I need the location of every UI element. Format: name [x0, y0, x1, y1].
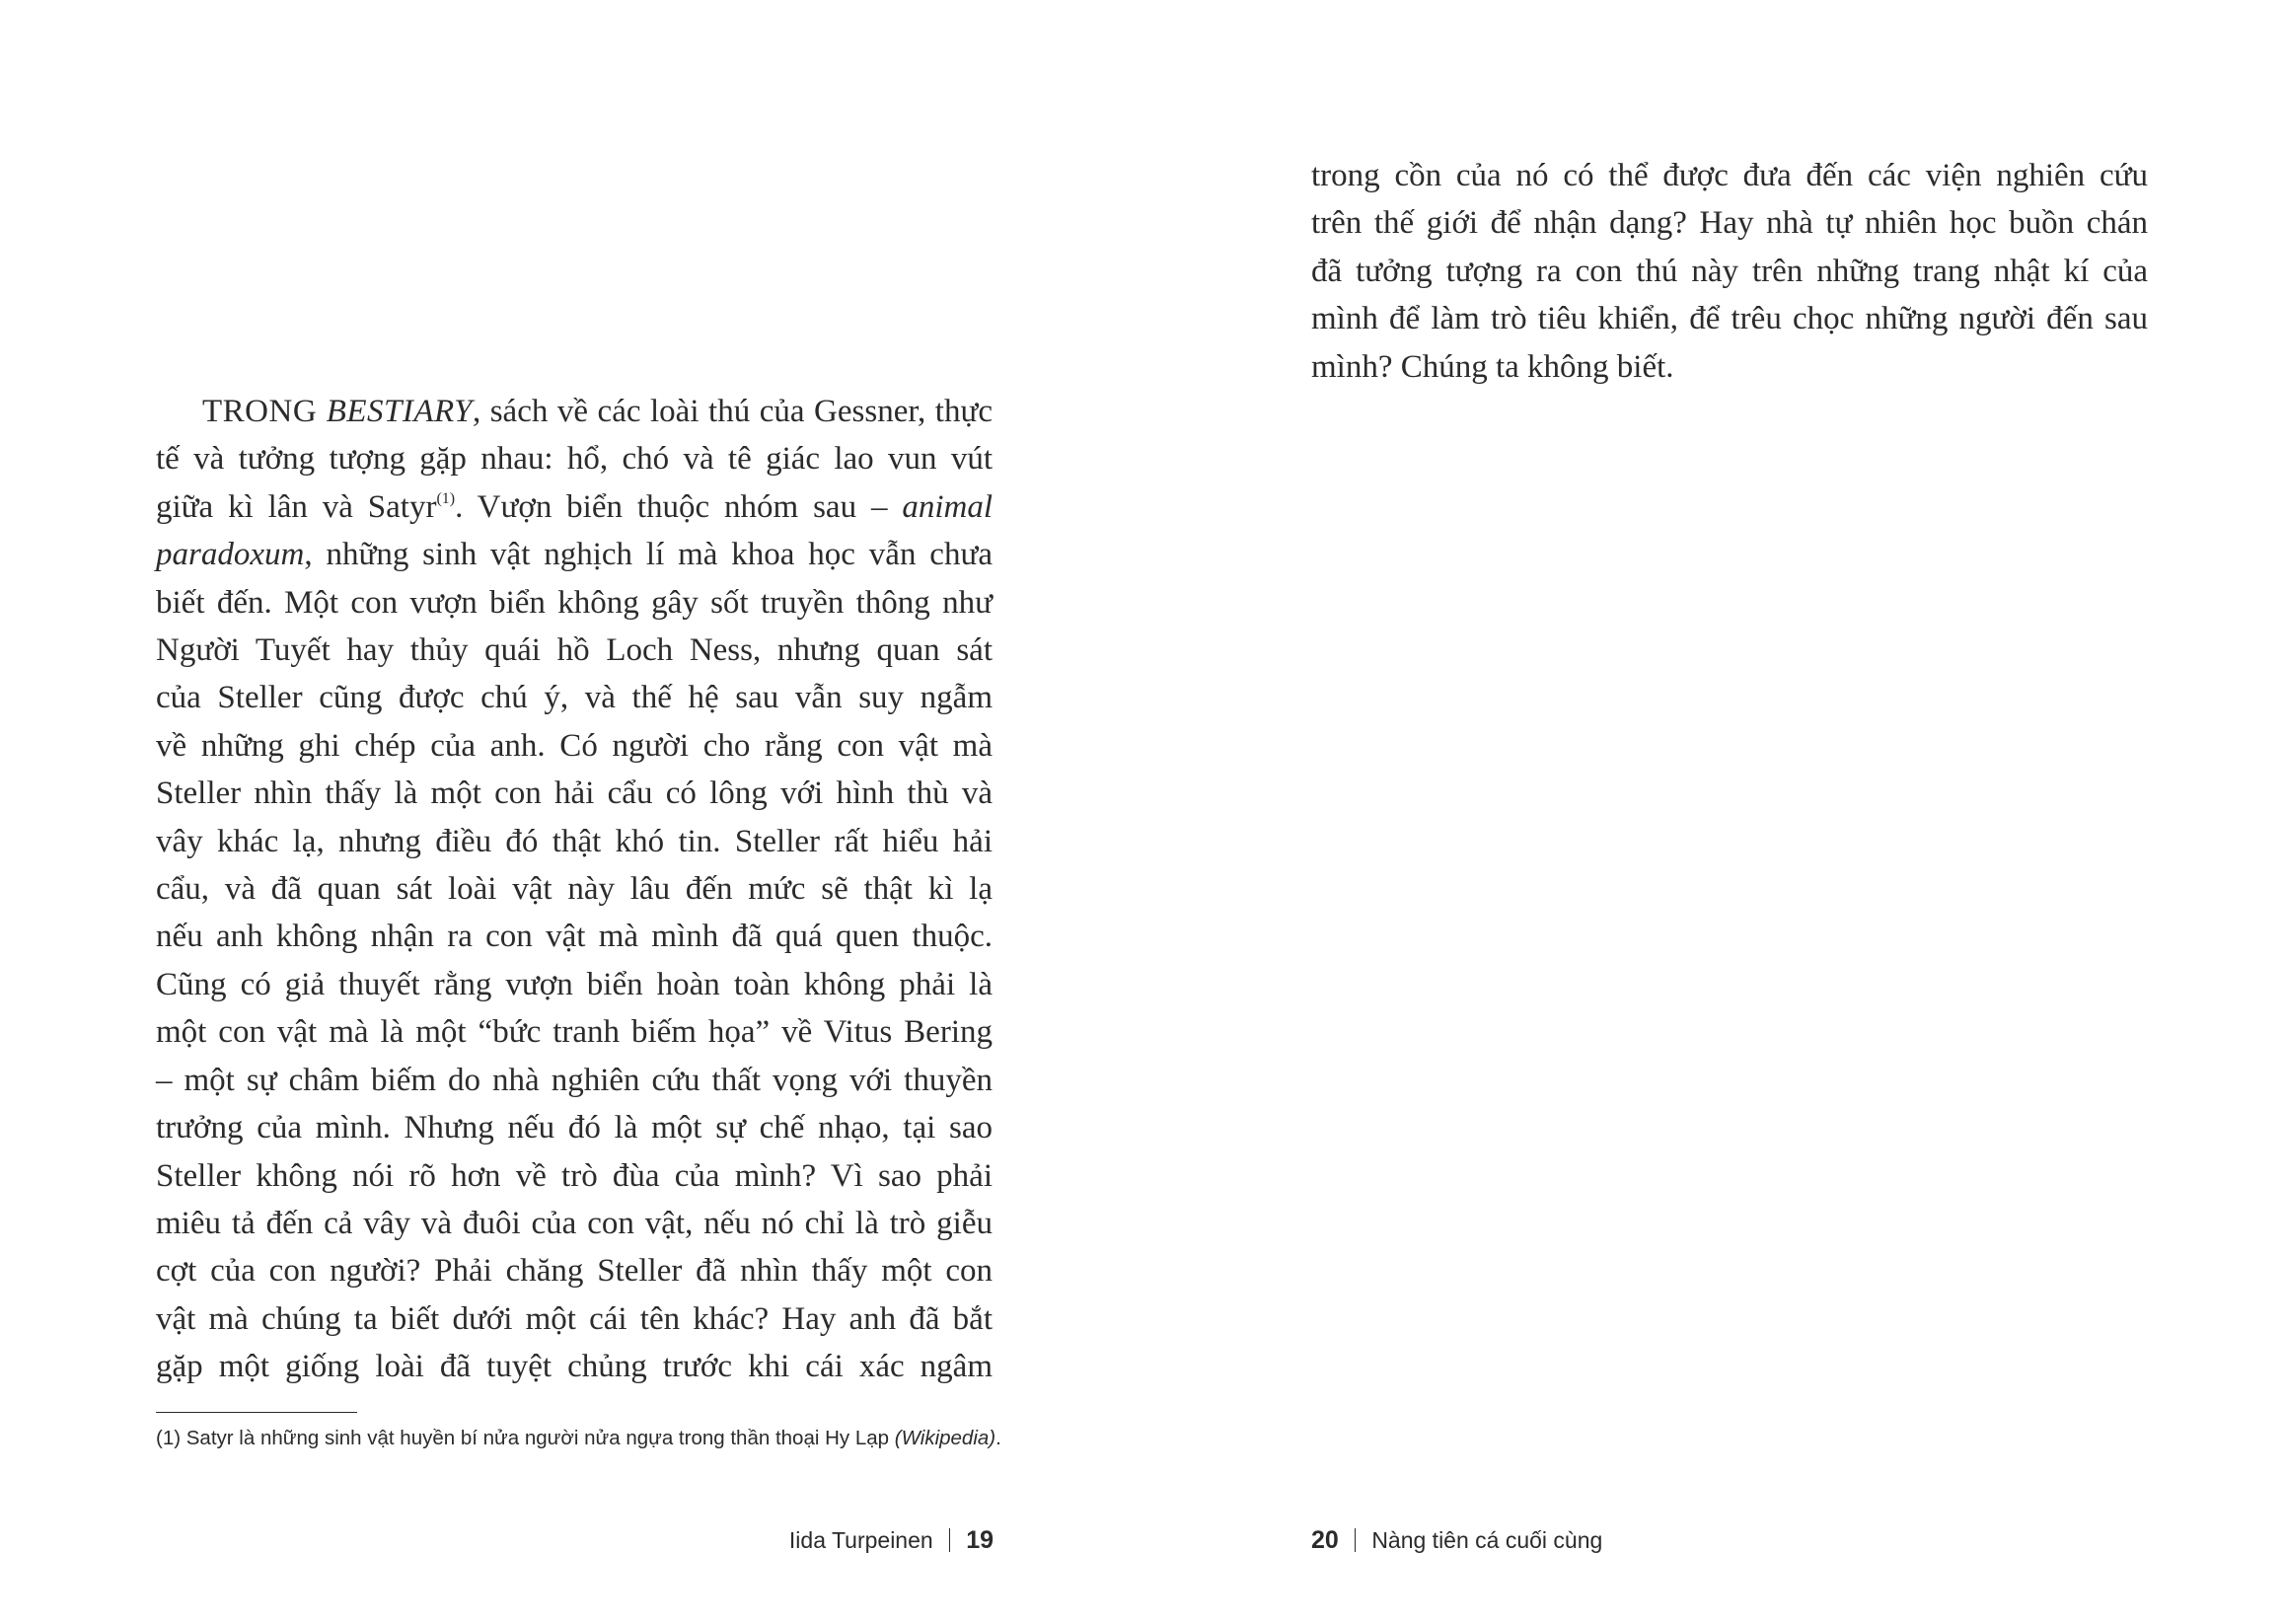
book-title: Nàng tiên cá cuối cùng: [1371, 1527, 1603, 1553]
text-line: – một sự châm biếm do nhà nghiên cứu thất vọng với thuyền: [156, 1062, 993, 1098]
page-number: 19: [966, 1526, 994, 1554]
footer-separator: [1355, 1528, 1357, 1552]
text-line: Cũng có giả thuyết rằng vượn biển hoàn toàn không phải là: [156, 966, 993, 1002]
text-line: mình để làm trò tiêu khiển, để trêu chọc những người đến sau: [1311, 301, 2148, 337]
text-line: paradoxum, những sinh vật nghịch lí mà khoa học vẫn chưa: [156, 537, 993, 573]
text-line: TRONG BESTIARY, sách về các loài thú của Gessner, thực: [202, 394, 993, 429]
author-name: Iida Turpeinen: [788, 1527, 933, 1553]
left-page-paragraph: [156, 388, 993, 1391]
text-line: mình? Chúng ta không biết.: [1311, 348, 1674, 385]
text-line: đã tưởng tượng ra con thú này trên những trang nhật kí của: [1311, 253, 2148, 289]
right-page-paragraph: [1311, 152, 2148, 391]
footer-separator: [949, 1528, 951, 1552]
footnote: (1) Satyr là những sinh vật huyền bí nửa người nửa ngựa trong thần thoại Hy Lạp (Wikipedia).: [156, 1427, 1001, 1449]
footnote-source: (Wikipedia): [894, 1427, 996, 1449]
text-line: cợt của con người? Phải chăng Steller đã nhìn thấy một con: [156, 1253, 993, 1290]
right-page: [1142, 0, 2284, 1624]
text-line: miêu tả đến cả vây và đuôi của con vật, nếu nó chỉ là trò giễu: [156, 1205, 993, 1241]
text-line: giữa kì lân và Satyr$^{(1)}$. Vượn biển thuộc nhóm sau – animal: [156, 488, 993, 525]
text-line: về những ghi chép của anh. Có người cho rằng con vật mà: [156, 727, 993, 764]
text-line: cẩu, và đã quan sát loài vật này lâu đến mức sẽ thật kì lạ: [156, 871, 993, 908]
text-line: Steller không nói rõ hơn về trò đùa của mình? Vì sao phải: [156, 1157, 993, 1194]
text-line: tế và tưởng tượng gặp nhau: hổ, chó và tê giác lao vun vút: [156, 441, 993, 478]
text-line: nếu anh không nhận ra con vật mà mình đã quá quen thuộc.: [156, 919, 993, 955]
text-line: trưởng của mình. Nhưng nếu đó là một sự chế nhạo, tại sao: [156, 1110, 993, 1146]
text-line: của Steller cũng được chú ý, và thế hệ sau vẫn suy ngẫm: [156, 680, 993, 716]
page-number: 20: [1311, 1526, 1339, 1554]
text-line: Người Tuyết hay thủy quái hồ Loch Ness, nhưng quan sát: [156, 632, 993, 669]
text-line: vây khác lạ, nhưng điều đó thật khó tin. Steller rất hiểu hải: [156, 823, 993, 859]
text-line: trên thế giới để nhận dạng? Hay nhà tự nhiên học buồn chán: [1311, 205, 2148, 242]
footnote-reference: (1): [436, 489, 456, 507]
book-title-bestiary: BESTIARY: [326, 394, 473, 429]
right-running-footer: [1311, 1525, 1602, 1555]
footnote-divider: [156, 1412, 357, 1413]
text-line: một con vật mà là một “bức tranh biếm họa” về Vitus Bering: [156, 1014, 993, 1051]
left-running-footer: [789, 1525, 994, 1555]
text-line: vật mà chúng ta biết dưới một cái tên khác? Hay anh đã bắt: [156, 1300, 993, 1337]
text-line: gặp một giống loài đã tuyệt chủng trước khi cái xác ngâm: [156, 1349, 993, 1385]
text-line: biết đến. Một con vượn biển không gây sốt truyền thông như: [156, 584, 993, 621]
text-line: Steller nhìn thấy là một con hải cẩu có lông với hình thù và: [156, 775, 993, 812]
text-line: trong cồn của nó có thể được đưa đến các viện nghiên cứu: [1311, 158, 2148, 193]
